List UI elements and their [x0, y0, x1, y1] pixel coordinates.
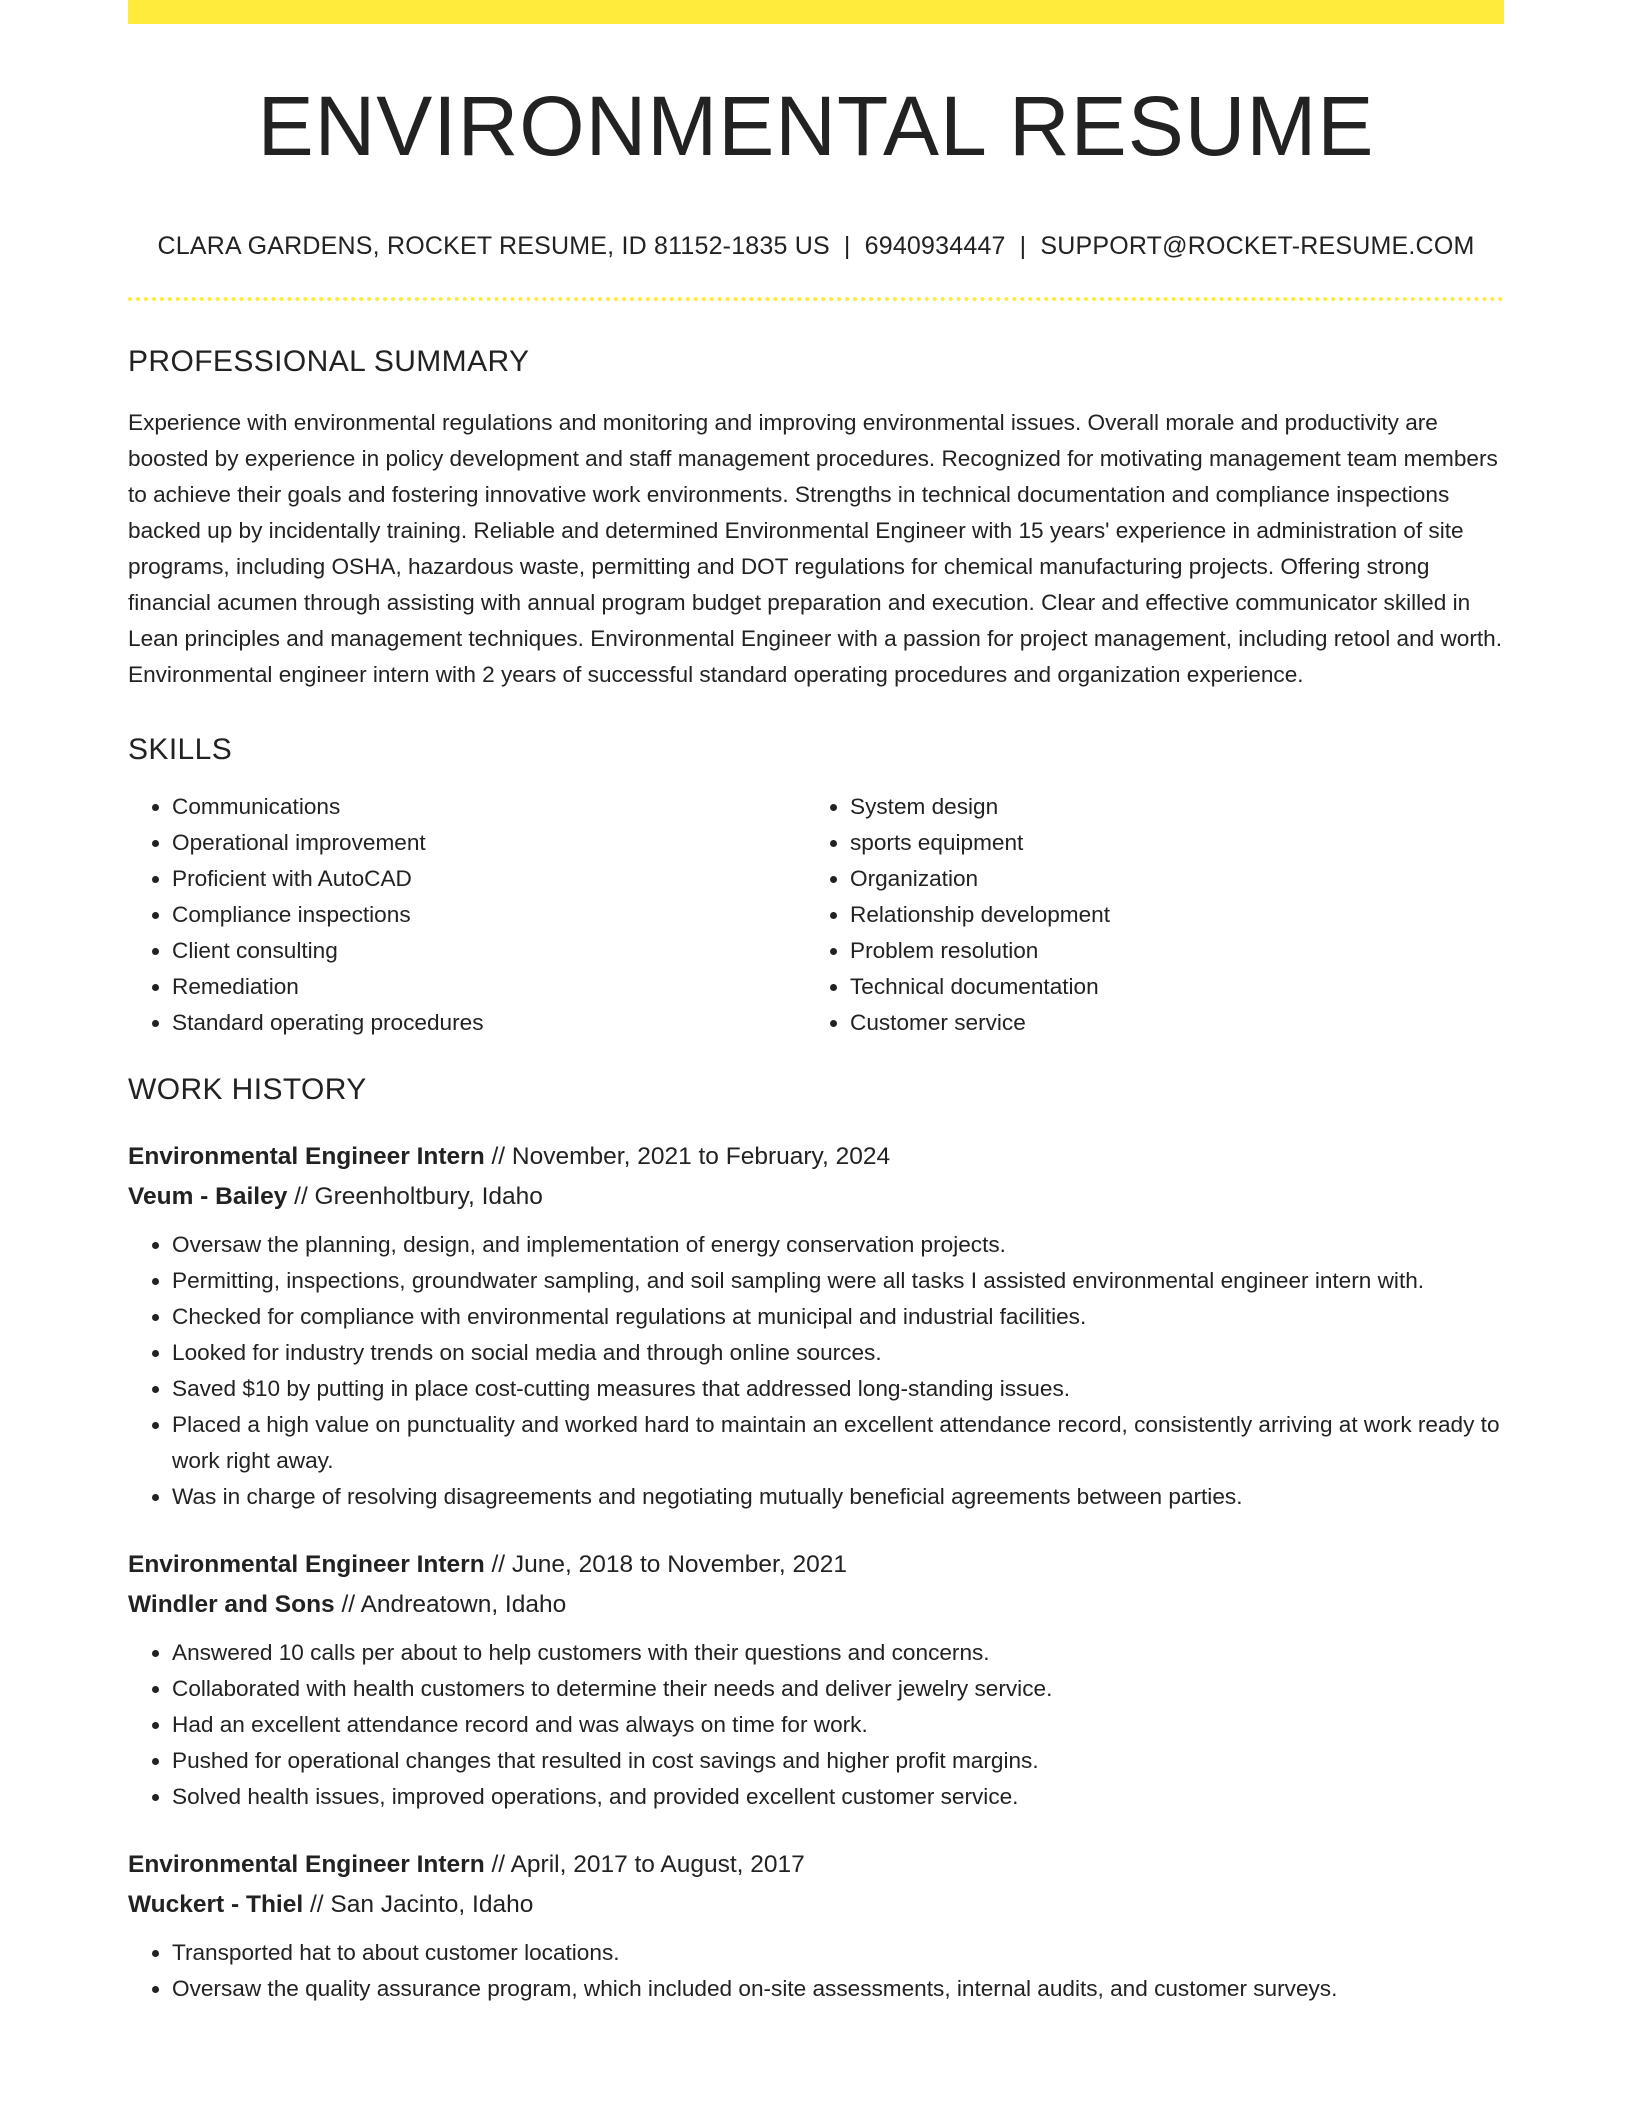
job-location: // San Jacinto, Idaho	[303, 1891, 534, 1919]
skill-item: • Remediation	[172, 969, 806, 1005]
skill-item: • Standard operating procedures	[172, 1005, 806, 1041]
job-entry	[128, 1845, 1504, 2007]
job-company: Windler and Sons	[128, 1591, 335, 1619]
job-title-line	[128, 1137, 1504, 1177]
skill-item: • Organization	[850, 861, 1480, 897]
job-bullet: • Oversaw the quality assurance program, which included on-site assessments, internal audits, and customer surveys.	[172, 1971, 1504, 2007]
accent-bar	[128, 0, 1504, 24]
job-role: Environmental Engineer Intern	[128, 1551, 485, 1579]
job-title-line	[128, 1845, 1504, 1885]
job-title-line	[128, 1545, 1504, 1585]
job-dates: // April, 2017 to August, 2017	[484, 1851, 805, 1879]
job-entry	[128, 1545, 1504, 1815]
job-role: Environmental Engineer Intern	[128, 1143, 485, 1171]
job-bullets	[128, 1635, 1504, 1815]
resume-page	[128, 0, 1504, 2007]
dotted-divider	[128, 297, 1504, 301]
job-bullet: • Had an excellent attendance record and was always on time for work.	[172, 1707, 1504, 1743]
job-company-line	[128, 1585, 1504, 1625]
skills-column-left	[128, 789, 806, 1041]
job-role: Environmental Engineer Intern	[128, 1851, 485, 1879]
job-location: // Greenholtbury, Idaho	[287, 1183, 543, 1211]
job-bullet: • Saved $10 by putting in place cost-cutting measures that addressed long-standing issues.	[172, 1371, 1504, 1407]
skill-item: • Relationship development	[850, 897, 1480, 933]
contact-separator: |	[843, 232, 851, 261]
skills-heading: SKILLS	[128, 733, 233, 767]
summary-text: Experience with environmental regulations and monitoring and improving environmental issues. Overall morale and productivity are boosted by experience in policy development and staff management procedures. Recognized for motivating management team members to achieve their goals and fostering innovative work environments. Strengths in technical documentation and compliance inspections backed up by incidentally training. Reliable and determined Environmental Engineer with 15 years' experience in administration of site programs, including OSHA, hazardous waste, permitting and DOT regulations for chemical manufacturing projects. Offering strong financial acumen through assisting with annual program budget preparation and execution. Clear and effective communicator skilled in Lean principles and management techniques. Environmental Engineer with a passion for project management, including retool and worth. Environmental engineer intern with 2 years of successful standard operating procedures and organization experience.	[128, 410, 1503, 688]
job-bullet: • Answered 10 calls per about to help customers with their questions and concerns.	[172, 1635, 1504, 1671]
skill-item: • sports equipment	[850, 825, 1480, 861]
job-entry	[128, 1137, 1504, 1515]
job-company-line	[128, 1177, 1504, 1217]
skill-item: • Client consulting	[172, 933, 806, 969]
work-history-heading: WORK HISTORY	[128, 1073, 367, 1107]
job-location: // Andreatown, Idaho	[334, 1591, 567, 1619]
skill-item: • Proficient with AutoCAD	[172, 861, 806, 897]
job-bullet: • Pushed for operational changes that resulted in cost savings and higher profit margins.	[172, 1743, 1504, 1779]
contact-line	[128, 232, 1504, 261]
job-company-line	[128, 1885, 1504, 1925]
job-bullet: • Permitting, inspections, groundwater sampling, and soil sampling were all tasks I assisted environmental engineer intern with.	[172, 1263, 1504, 1299]
skill-item: • Compliance inspections	[172, 897, 806, 933]
job-bullet: • Solved health issues, improved operations, and provided excellent customer service.	[172, 1779, 1504, 1815]
job-bullet: • Placed a high value on punctuality and worked hard to maintain an excellent attendance record, consistently arriving at work ready to work right away.	[172, 1407, 1504, 1479]
skill-item: • Problem resolution	[850, 933, 1480, 969]
job-bullet: • Looked for industry trends on social media and through online sources.	[172, 1335, 1504, 1371]
job-bullet: • Collaborated with health customers to determine their needs and deliver jewelry service.	[172, 1671, 1504, 1707]
skill-item: • System design	[850, 789, 1480, 825]
job-dates: // November, 2021 to February, 2024	[484, 1143, 891, 1171]
job-company: Wuckert - Thiel	[128, 1891, 304, 1919]
resume-title: ENVIRONMENTAL RESUME	[257, 79, 1375, 173]
job-bullets	[128, 1935, 1504, 2007]
job-bullets	[128, 1227, 1504, 1515]
job-company: Veum - Bailey	[128, 1183, 288, 1211]
contact-email[interactable]: SUPPORT@ROCKET-RESUME.COM	[1040, 232, 1475, 261]
job-bullet: • Transported hat to about customer locations.	[172, 1935, 1504, 1971]
contact-address: CLARA GARDENS, ROCKET RESUME, ID 81152-1835 US	[157, 232, 830, 261]
skills-list	[128, 789, 1504, 1041]
skills-column-right	[806, 789, 1480, 1041]
summary-heading: PROFESSIONAL SUMMARY	[128, 345, 530, 379]
job-bullet: • Checked for compliance with environmental regulations at municipal and industrial facilities.	[172, 1299, 1504, 1335]
job-bullet: • Was in charge of resolving disagreements and negotiating mutually beneficial agreements between parties.	[172, 1479, 1504, 1515]
skill-item: • Customer service	[850, 1005, 1480, 1041]
job-bullet: • Oversaw the planning, design, and implementation of energy conservation projects.	[172, 1227, 1504, 1263]
skill-item: • Operational improvement	[172, 825, 806, 861]
skill-item: • Communications	[172, 789, 806, 825]
contact-phone: 6940934447	[864, 232, 1006, 261]
job-dates: // June, 2018 to November, 2021	[484, 1551, 847, 1579]
skill-item: • Technical documentation	[850, 969, 1480, 1005]
contact-separator: |	[1019, 232, 1027, 261]
